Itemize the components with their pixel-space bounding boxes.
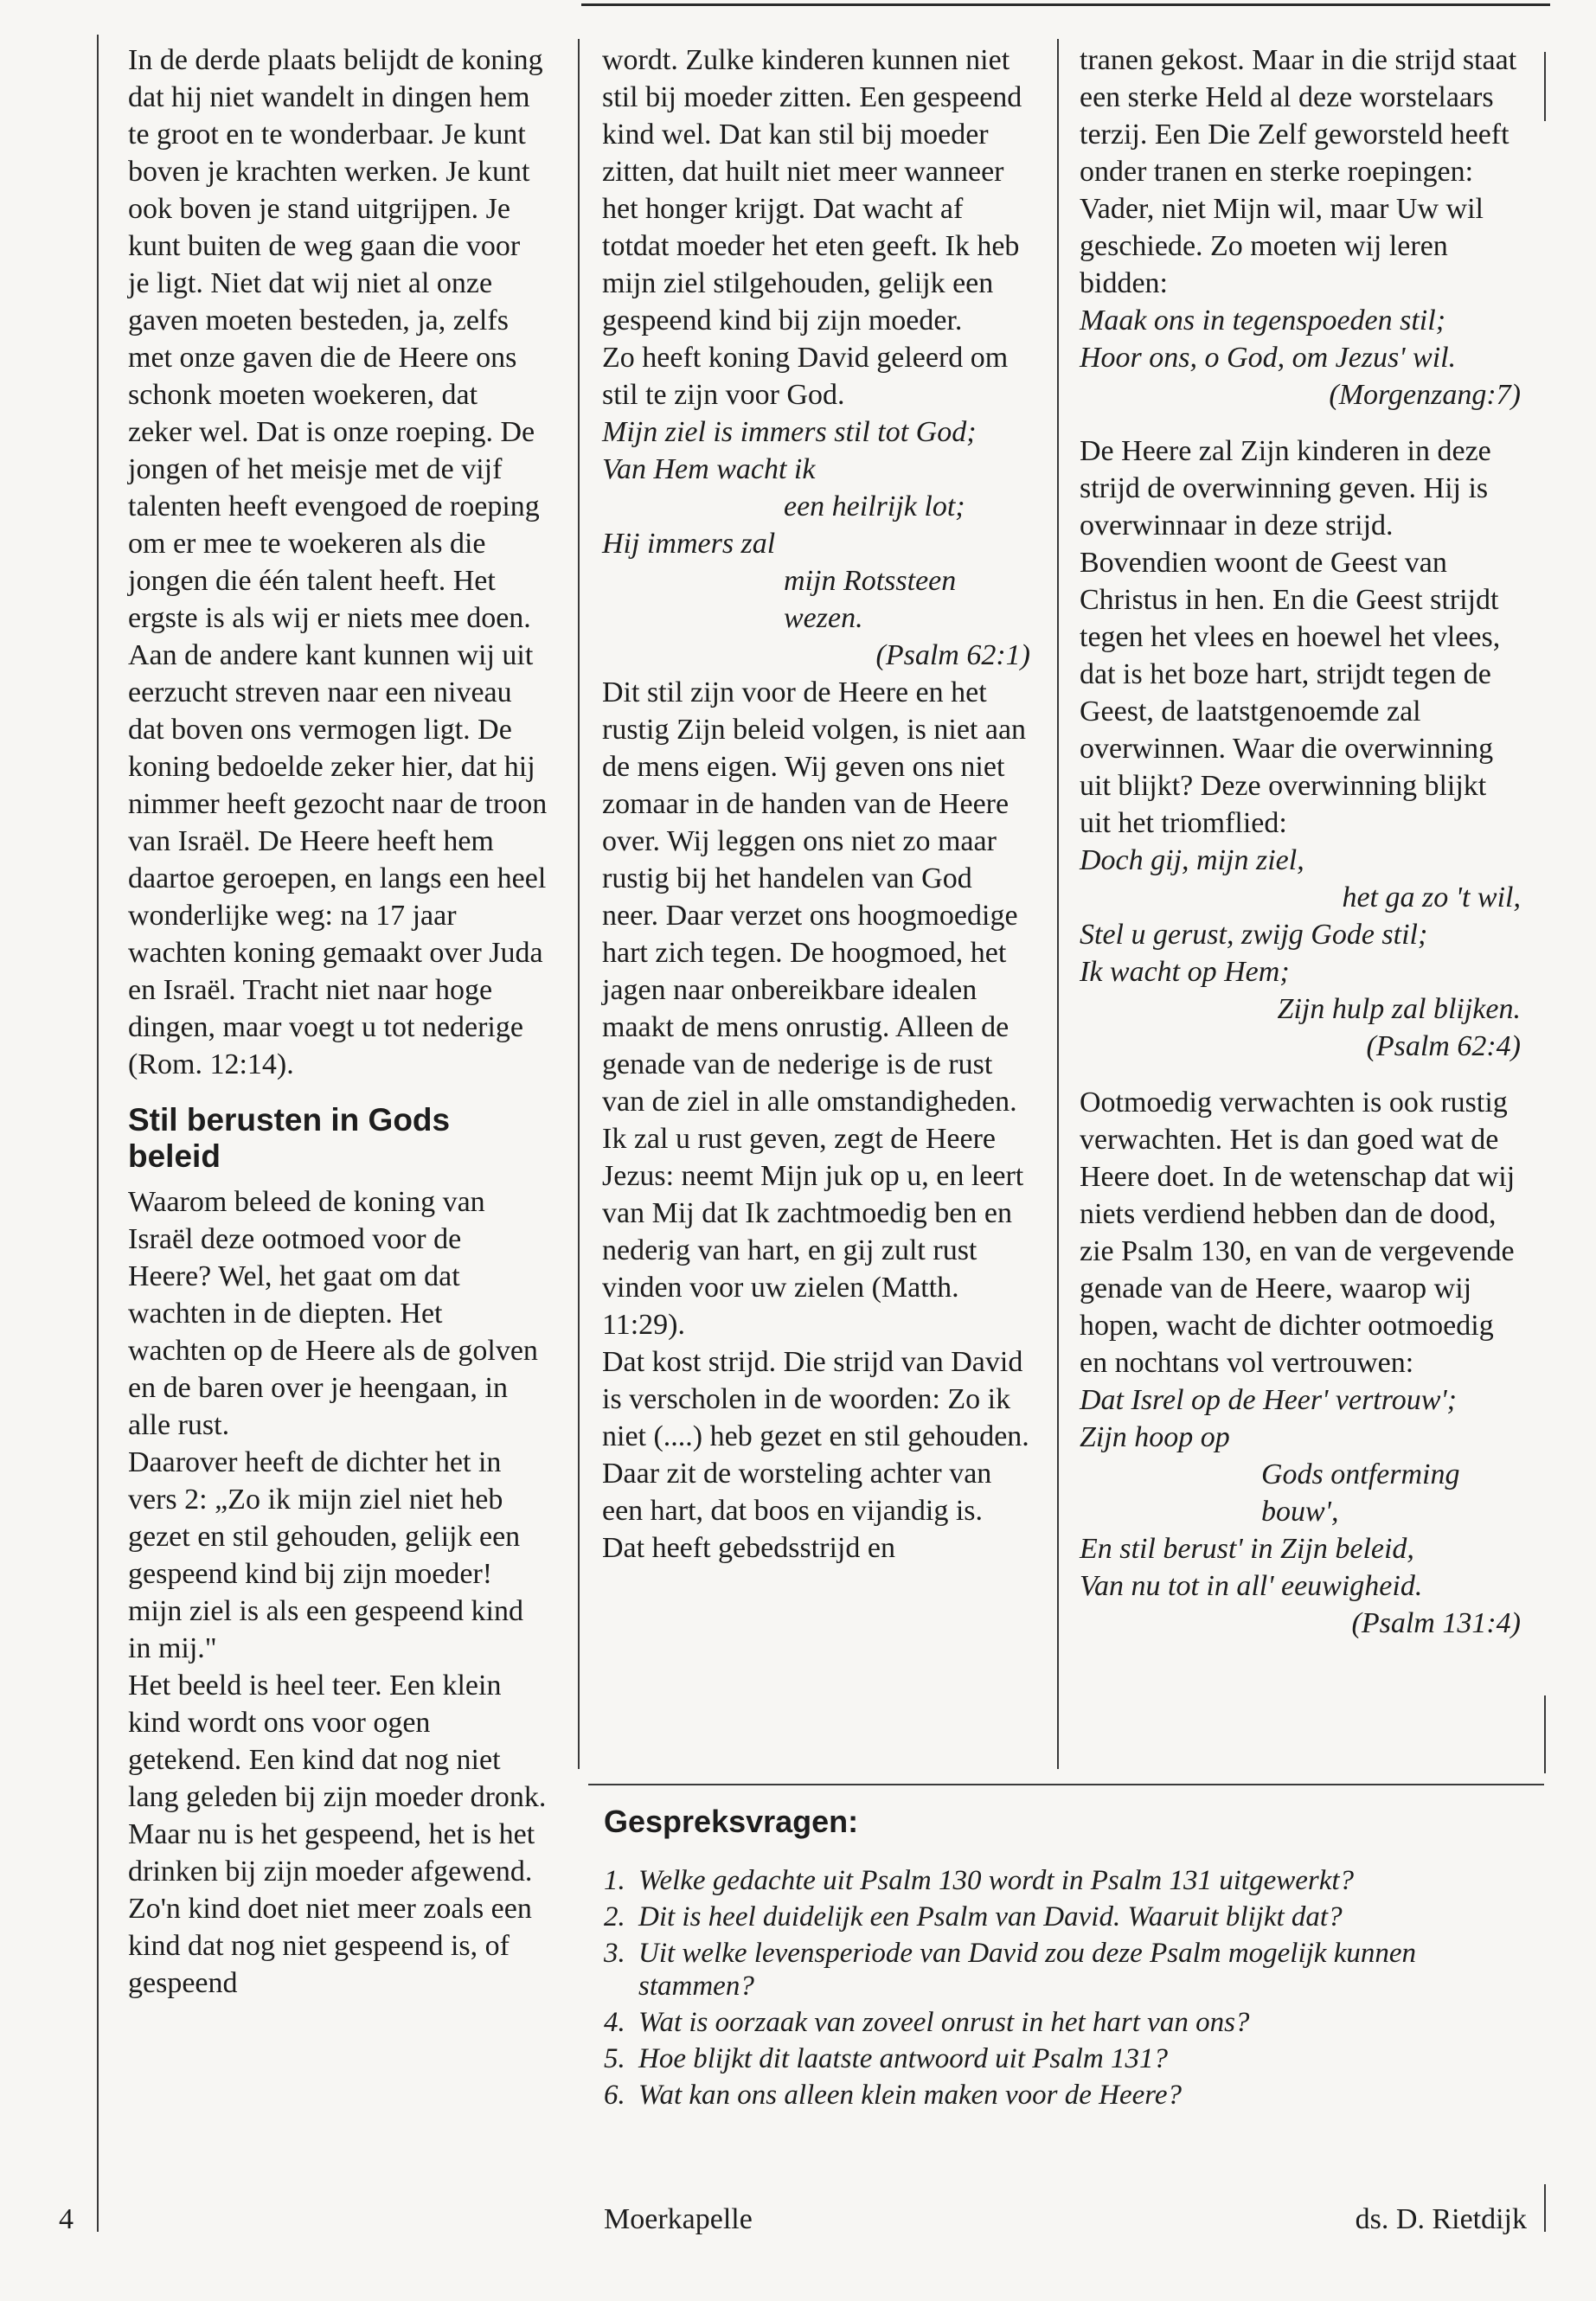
question-text: Wat is oorzaak van zoveel onrust in het hart van ons? (638, 2007, 1250, 2038)
morgenzang-verse (1080, 302, 1521, 413)
footer-place: Moerkapelle (604, 2203, 753, 2235)
question-text: Wat kan ons alleen klein maken voor de Heere? (638, 2080, 1183, 2111)
right-edge-mark-top (1544, 52, 1546, 121)
verse-line: Van Hem wacht ik (602, 453, 816, 485)
column-3 (1080, 42, 1521, 1642)
question-text: Uit welke levensperiode van David zou deze Psalm mogelijk kunnen stammen? (638, 1938, 1416, 2002)
left-margin-rule (97, 35, 99, 2232)
right-edge-mark-bottom (1544, 1695, 1546, 1773)
footer-author: ds. D. Rietdijk (1355, 2203, 1527, 2235)
questions-list (604, 1864, 1538, 2115)
column-1 (128, 42, 548, 2002)
col3-paragraph-1: tranen gekost. Maar in die strijd staat een sterke Held al deze worstelaars terzij. Een Die Zelf geworsteld heeft onder tranen en sterke roepingen: Vader, niet Mijn wil, maar Uw wil geschiede. Zo moeten wij leren bidden: (1080, 44, 1517, 299)
question-item (604, 2006, 1538, 2039)
question-number: 4. (604, 2007, 625, 2038)
psalm-62-4-verse (1080, 842, 1521, 1065)
verse-line: Zijn hoop op (1080, 1421, 1230, 1453)
questions-rule (588, 1784, 1544, 1785)
verse-line: Stel u gerust, zwijg Gode stil; (1080, 919, 1428, 951)
column-2 (602, 42, 1030, 1567)
top-rule (581, 3, 1550, 6)
col2-paragraph-2: Zo heeft koning David geleerd om stil te zijn voor God. (602, 342, 1009, 411)
verse-reference: (Morgenzang:7) (1329, 379, 1521, 411)
verse-line: En stil berust' in Zijn beleid, (1080, 1533, 1414, 1565)
col3-paragraph-2: De Heere zal Zijn kinderen in deze strijd de overwinning geven. Hij is overwinnaar in deze strijd. Bovendien woont de Geest van Christus in hen. En die Geest strijdt tegen het vlees en hoewel het vlees, dat is het boze hart, strijdt tegen de Geest, de laatstgenoemde zal overwinnen. Waar die overwinning uit blijkt? Deze overwinning blijkt uit het triomflied: (1080, 435, 1501, 839)
question-item (604, 2079, 1538, 2112)
col1-paragraph-4: Het beeld is heel teer. Een klein kind wordt ons voor ogen getekend. Een kind dat nog niet lang geleden bij zijn moeder dronk. Maar nu is het gespeend, het is het drinken bij zijn moeder afgewend. Zo'n kind doet niet meer zoals een kind dat nog niet gespeend is, of gespeend (128, 1670, 547, 1999)
question-item (604, 1864, 1538, 1897)
verse-reference: (Psalm 131:4) (1351, 1607, 1521, 1639)
question-item (604, 1937, 1538, 2003)
verse-reference: (Psalm 62:1) (875, 639, 1030, 671)
col1-paragraph-2: Waarom beleed de koning van Israël deze ootmoed voor de Heere? Wel, het gaat om dat wachten in de diepten. Het wachten op de Heere als de golven en de baren over je heengaan, in alle rust. (128, 1186, 538, 1441)
verse-line: Van nu tot in all' eeuwigheid. (1080, 1570, 1423, 1602)
psalm-131-4-verse (1080, 1381, 1521, 1642)
verse-line: Maak ons in tegenspoeden stil; (1080, 304, 1446, 336)
question-text: Hoe blijkt dit laatste antwoord uit Psalm 131? (638, 2043, 1169, 2074)
question-text: Dit is heel duidelijk een Psalm van David. Waaruit blijkt dat? (638, 1901, 1343, 1932)
question-item (604, 1900, 1538, 1933)
col1-paragraph-1: In de derde plaats belijdt de koning dat hij niet wandelt in dingen hem te groot en te wonderbaar. Je kunt boven je krachten werken. Je kunt ook boven je stand uitgrijpen. Je kunt buiten de weg gaan die voor je ligt. Niet dat wij niet al onze gaven moeten besteden, ja, zelfs met onze gaven die de Heere ons schonk moeten woekeren, dat zeker wel. Dat is onze roeping. De jongen of het meisje met de vijf talenten heeft evengoed de roeping om er mee te woekeren als die jongen die één talent heeft. Het ergste is als wij er niets mee doen. Aan de andere kant kunnen wij uit eerzucht streven naar een niveau dat boven ons vermogen ligt. De koning bedoelde zeker hier, dat hij nimmer heeft gezocht naar de troon van Israël. De Heere heeft hem daartoe geroepen, en langs een heel wonderlijke weg: na 17 jaar wachten koning gemaakt over Juda en Israël. Tracht niet naar hoge dingen, maar voegt u tot nederige (Rom. 12:14). (128, 44, 548, 1080)
verse-line: Dat Isrel op de Heer' vertrouw'; (1080, 1384, 1457, 1416)
verse-line: Gods ontferming bouw', (1261, 1458, 1460, 1528)
col2-paragraph-3: Dit stil zijn voor de Heere en het rustig Zijn beleid volgen, is niet aan de mens eigen. Wij geven ons niet zomaar in de handen van de Heere over. Wij leggen ons niet zo maar rustig bij het handelen van God neer. Daar verzet ons hoogmoedige hart zich tegen. De hoogmoed, het jagen naar onbereikbare idealen maakt de mens onrustig. Alleen de genade van de nederige is de rust van de ziel in alle omstandigheden. Ik zal u rust geven, zegt de Heere Jezus: neemt Mijn juk op u, en leert van Mij dat Ik zachtmoedig ben en nederig van hart, en gij zult rust vinden voor uw zielen (Matth. 11:29). (602, 676, 1027, 1341)
verse-line: mijn Rotssteen wezen. (784, 565, 957, 634)
section-heading: Stil berusten in Gods beleid (128, 1102, 451, 1174)
verse-line: een heilrijk lot; (784, 490, 965, 522)
verse-line: het ga zo 't wil, (1342, 881, 1521, 913)
verse-reference: (Psalm 62:4) (1366, 1030, 1521, 1062)
question-number: 3. (604, 1938, 625, 1969)
verse-line: Hij immers zal (602, 528, 776, 560)
verse-line: Hoor ons, o God, om Jezus' wil. (1080, 342, 1457, 374)
col3-paragraph-3: Ootmoedig verwachten is ook rustig verwachten. Het is dan goed wat de Heere doet. In de wetenschap dat wij niets verdiend hebben dan de dood, zie Psalm 130, en van de vergevende genade van de Heere, waarop wij hopen, wacht de dichter ootmoedig en nochtans vol vertrouwen: (1080, 1086, 1516, 1379)
question-text: Welke gedachte uit Psalm 130 wordt in Psalm 131 uitgewerkt? (638, 1865, 1355, 1896)
page-number: 4 (59, 2203, 74, 2235)
question-number: 6. (604, 2080, 625, 2111)
questions-title: Gespreksvragen: (604, 1804, 859, 1839)
col2-paragraph-4: Dat kost strijd. Die strijd van David is verscholen in de woorden: Zo ik niet (....) heb gezet en stil gehouden. Daar zit de worsteling achter van een hart, dat boos en vijandig is. Dat heeft gebedsstrijd en (602, 1346, 1029, 1564)
col1-paragraph-3: Daarover heeft de dichter het in vers 2: „Zo ik mijn ziel niet heb gezet en stil gehouden, gelijk een gespeend kind bij zijn moeder! mijn ziel is als een gespeend kind in mij." (128, 1446, 523, 1664)
col2-paragraph-1: wordt. Zulke kinderen kunnen niet stil bij moeder zitten. Een gespeend kind wel. Dat kan stil bij moeder zitten, dat huilt niet meer wanneer het honger krijgt. Dat wacht af totdat moeder het eten geeft. Ik heb mijn ziel stilgehouden, gelijk een gespeend kind bij zijn moeder. (602, 44, 1022, 336)
question-number: 5. (604, 2043, 625, 2074)
verse-line: Ik wacht op Hem; (1080, 956, 1290, 988)
question-item (604, 2042, 1538, 2075)
verse-line: Zijn hulp zal blijken. (1277, 993, 1521, 1025)
column-divider-1 (578, 39, 580, 1769)
question-number: 2. (604, 1901, 625, 1932)
right-edge-mark-footer (1544, 2184, 1546, 2232)
verse-line: Mijn ziel is immers stil tot God; (602, 416, 977, 448)
psalm-62-1-verse (602, 413, 1030, 674)
column-divider-2 (1057, 39, 1059, 1769)
verse-line: Doch gij, mijn ziel, (1080, 844, 1304, 876)
question-number: 1. (604, 1865, 625, 1896)
